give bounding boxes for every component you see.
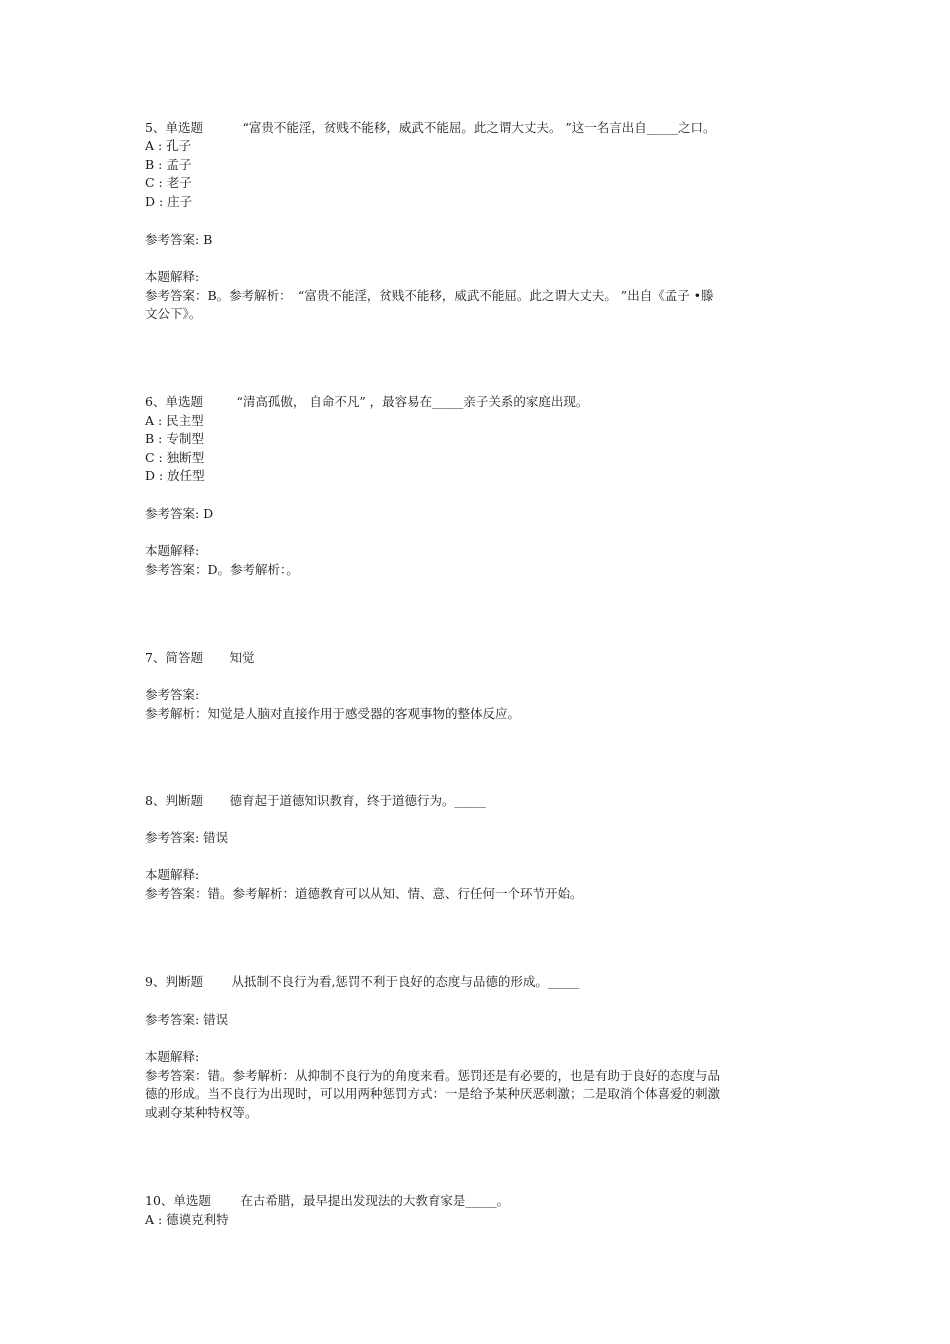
option-c: C : 独断型	[145, 450, 205, 465]
explanation-line: 参考解析：知觉是人脑对直接作用于感受器的客观事物的整体反应。	[145, 706, 521, 721]
question-number: 7、	[145, 650, 166, 665]
question-10-header	[145, 1192, 509, 1210]
question-type: 简答题	[165, 650, 203, 665]
explanation-label: 本题解释:	[145, 543, 200, 558]
option-b: B : 孟子	[145, 157, 192, 172]
option-a: A : 德谟克利特	[145, 1212, 229, 1227]
option-d: D : 放任型	[145, 468, 205, 483]
question-stem: 德育起于道德知识教育，终于道德行为。_____	[229, 793, 486, 808]
explanation-label: 本题解释:	[145, 1049, 200, 1064]
explanation-line: 或剥夺某种特权等。	[145, 1105, 258, 1120]
question-number: 8、	[145, 793, 166, 808]
answer-label: 参考答案:	[145, 687, 200, 702]
explanation-line: 文公下》。	[145, 306, 202, 321]
question-5-header	[145, 119, 715, 137]
question-type: 单选题	[165, 394, 203, 409]
question-stem: “清高孤傲， 自命不凡” ，最容易在_____亲子关系的家庭出现。	[236, 394, 589, 409]
option-a: A : 民主型	[145, 413, 204, 428]
question-7-header	[145, 649, 254, 667]
question-stem: 知觉	[229, 650, 255, 665]
question-9-header	[145, 973, 579, 991]
answer-label: 参考答案: 错误	[145, 830, 229, 845]
explanation-line: 参考答案：B。参考解析： “富贵不能淫，贫贱不能移，威武不能屈。此之谓大丈夫。 ”出自《孟子 •滕	[145, 288, 714, 303]
question-number: 9、	[145, 974, 166, 989]
answer-label: 参考答案: B	[145, 232, 213, 247]
question-type: 判断题	[165, 793, 203, 808]
option-c: C : 老子	[145, 175, 192, 190]
explanation-label: 本题解释:	[145, 269, 200, 284]
option-a: A : 孔子	[145, 138, 192, 153]
answer-label: 参考答案: D	[145, 506, 214, 521]
explanation-label: 本题解释:	[145, 867, 200, 882]
explanation-line: 参考答案：D。参考解析：。	[145, 562, 299, 577]
question-number: 6、	[145, 394, 166, 409]
answer-label: 参考答案: 错误	[145, 1012, 229, 1027]
explanation-line: 参考答案：错。参考解析：道德教育可以从知、情、意、行任何一个环节开始。	[145, 886, 583, 901]
question-stem: 在古希腊，最早提出发现法的大教育家是_____。	[240, 1193, 510, 1208]
explanation-line: 德的形成。当不良行为出现时，可以用两种惩罚方式：一是给予某种厌恶刺激；二是取消个体喜爱的刺激	[145, 1086, 721, 1101]
question-type: 单选题	[173, 1193, 211, 1208]
question-type: 单选题	[165, 120, 203, 135]
question-6-header	[145, 393, 588, 411]
question-number: 5、	[145, 120, 166, 135]
question-number: 10、	[145, 1193, 174, 1208]
option-b: B : 专制型	[145, 431, 204, 446]
question-8-header	[145, 792, 486, 810]
question-type: 判断题	[165, 974, 203, 989]
option-d: D : 庄子	[145, 194, 193, 209]
question-stem: 从抵制不良行为看,惩罚不利于良好的态度与品德的形成。_____	[231, 974, 580, 989]
question-stem: “富贵不能淫，贫贱不能移，威武不能屈。此之谓大丈夫。 ”这一名言出自_____之口。	[242, 120, 716, 135]
explanation-line: 参考答案：错。参考解析：从抑制不良行为的角度来看。惩罚还是有必要的，也是有助于良好的态度与品	[145, 1068, 721, 1083]
